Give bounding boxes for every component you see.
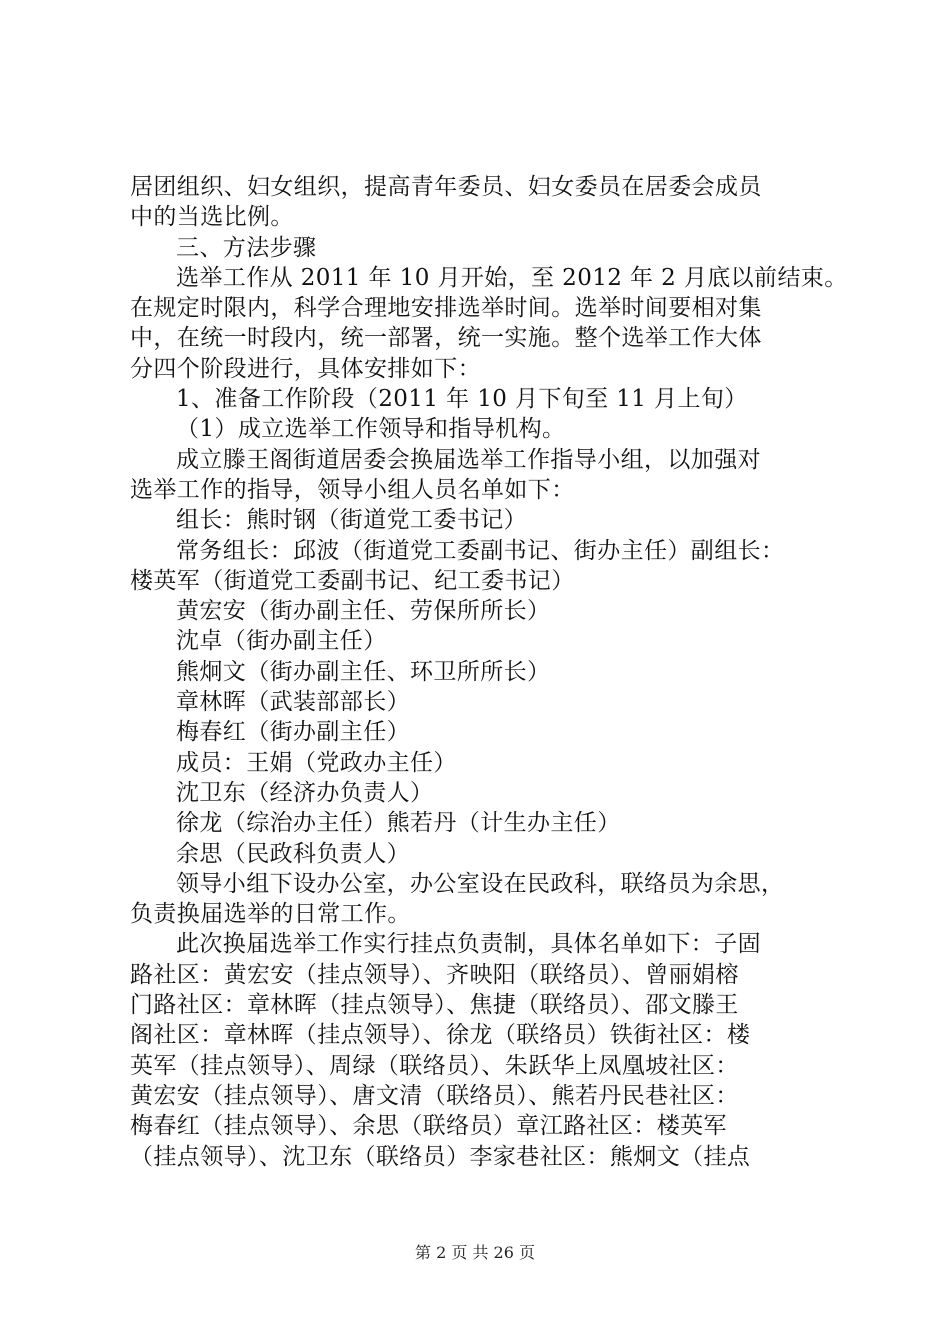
text-line: 组长：熊时钢（街道党工委书记） [176,507,527,534]
text-line: 领导小组下设办公室，办公室设在民政科，联络员为余思， [176,870,785,897]
text-line: 梅春红（街办副主任） [176,719,410,746]
text-line: 成员：王娟（党政办主任） [176,749,457,776]
text-line: 英军（挂点领导）、周绿（联络员）、朱跃华上凤凰坡社区： [130,1052,739,1079]
text-line: 黄宏安（挂点领导）、唐文清（联络员）、熊若丹民巷社区： [130,1082,739,1109]
text-line: （1）成立选举工作领导和指导机构。 [176,416,566,443]
text-line: 常务组长：邱波（街道党工委副书记、街办主任）副组长： [176,537,785,564]
document-body [130,172,848,1172]
text-line: 选举工作从 2011 年 10 月开始，至 2012 年 2 月底以前结束。 [176,264,848,291]
section-heading: 三、方法步骤 [176,234,317,261]
text-line: 楼英军（街道党工委副书记、纪工委书记） [130,567,575,594]
text-line: 居团组织、妇女组织，提高青年委员、妇女委员在居委会成员 [130,174,762,200]
text-line: 阁社区：章林晖（挂点领导）、徐龙（联络员）铁街社区：楼 [130,1022,751,1049]
text-line: 负责换届选举的日常工作。 [130,901,411,928]
text-line: 黄宏安（街办副主任、劳保所所长） [176,598,551,625]
text-line: 熊炯文（街办副主任、环卫所所长） [176,658,551,685]
text-line: 门路社区：章林晖（挂点领导）、焦捷（联络员）、邵文滕王 [130,992,739,1019]
text-line: 章林晖（武装部部长） [176,689,410,716]
text-line: 中的当选比例。 [130,204,294,231]
text-line: （挂点领导）、沈卫东（联络员）李家巷社区：熊炯文（挂点 [130,1143,751,1170]
text-line: 梅春红（挂点领导）、余思（联络员）章江路社区：楼英军 [130,1113,727,1140]
text-line: 路社区：黄宏安（挂点领导）、齐映阳（联络员）、曾丽娟榕 [130,961,739,988]
text-line: 此次换届选举工作实行挂点负责制，具体名单如下：子固 [176,931,761,958]
text-line: 分四个阶段进行，具体安排如下： [130,355,481,382]
text-line: 在规定时限内，科学合理地安排选举时间。选举时间要相对集 [130,295,762,322]
text-line: 徐龙（综治办主任）熊若丹（计生办主任） [176,810,621,837]
text-line: 成立滕王阁街道居委会换届选举工作指导小组，以加强对 [176,446,761,473]
subsection-heading: 1、准备工作阶段（2011 年 10 月下旬至 11 月上旬） [176,386,748,413]
page-footer: 第 2 页 共 26 页 [415,1243,535,1262]
text-line: 沈卓（街办副主任） [176,628,387,655]
text-line: 中，在统一时段内，统一部署，统一实施。整个选举工作大体 [130,325,762,352]
text-line: 沈卫东（经济办负责人） [176,779,434,806]
text-line: 选举工作的指导，领导小组人员名单如下： [130,476,575,503]
text-line: 余思（民政科负责人） [176,840,410,867]
